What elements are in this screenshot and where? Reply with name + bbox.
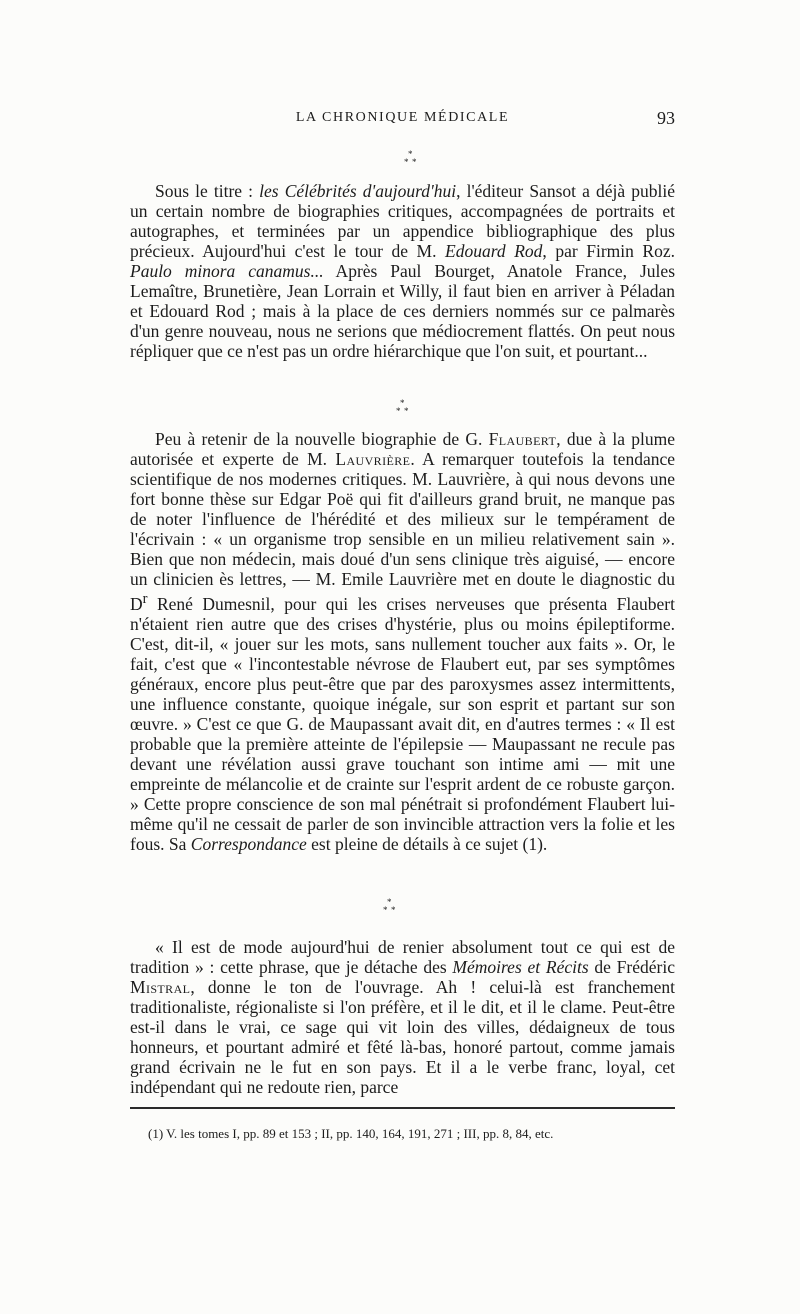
asterism-star: * [391, 905, 396, 915]
text-run: . A remarquer toutefois la tendance scientifique de nos modernes critiques. M. Lauvrière, à qui nous devons une fort bonne thèse sur Edgar Poë qui fit d'ailleurs grand bruit, ne manque pas de noter l'influence de l'hérédité et des milieux sur le tempérament de l'écrivain : « un organisme trop sensible en un milieu relativement sain ». Bien que non médecin, mais doué d'un sens clinique très aiguisé, — encore un clinicien ès lettres, — M. Emile Lauvrière met en doute le diagnostic du D [130, 449, 675, 614]
asterism-star: * [383, 905, 388, 915]
author-name: Lauvrière [335, 449, 411, 469]
paragraph-mistral [130, 937, 675, 1097]
asterism-star: * [404, 157, 409, 167]
running-head [130, 108, 675, 132]
text-run: , donne le ton de l'ouvrage. Ah ! celui-là est franchement traditionaliste, régionaliste si l'on préfère, et il le dit, et il le clame. Peut-être est-il dans le vrai, ce sage qui vit loin des villes, dédaigneux de tous honneurs, et pourtant admiré et fêté là-bas, honoré partout, comme jamais grand écrivain ne le fut en son pays. Et il a le verbe franc, loyal, cet indépendant qui ne redoute rien, parce [130, 977, 675, 1097]
book-title: les Célébrités d'aujourd'hui [259, 181, 457, 201]
paragraph-flaubert [130, 429, 675, 854]
author-name: Flaubert [488, 429, 557, 449]
book-title: Correspondance [190, 833, 307, 854]
asterism-star: * [404, 406, 409, 416]
asterism-star: * [387, 897, 392, 907]
text-run: , par Firmin Roz. [542, 241, 675, 261]
text-run: René Dumesnil, pour qui les crises nerveuses que présenta Flaubert n'étaient rien autre que des crises d'hystérie, plus ou moins épileptiforme. C'est, dit-il, « jouer sur les mots, sans nullement toucher aux faits ». Or, le fait, c'est que « l'incontestable névrose de Flaubert eut, par ses symptômes généraux, encore plus peut-être que par des paroxysmes assez intermittents, une influence constante, quoique inégale, sur son esprit et partant sur son œuvre. » C'est ce que G. de Maupassant avait dit, en d'autres termes : « Il est probable que la première atteinte de l'épilepsie — Maupassant ne recule pas devant une révélation aussi grave touchant son intime ami — mit une empreinte de mélancolie et de crainte sur l'esprit ardent de ce robuste garçon. » Cette propre conscience de son mal pénétrait si profondément Flaubert lui-même qu'il ne cessait de parler de son invincible attraction vers la folie et les fous. Sa [130, 593, 675, 854]
running-title: LA CHRONIQUE MÉDICALE [295, 110, 510, 125]
author-name: Mistral [130, 977, 191, 997]
text-run: Après Paul Bourget, Anatole France, Jules Lemaître, Brunetière, Jean Lorrain et Willy, il faut bien en arriver à Péladan et Edouard Rod ; mais à la place de ces derniers nommés sur ce palmarès d'un genre nouveau, nous ne serions que médiocrement flattés. On peut nous répliquer que ce n'est pas un ordre hiérarchique que l'on suit, et pourtant... [130, 261, 675, 361]
asterism-star: * [408, 149, 413, 159]
asterism-separator [0, 399, 800, 423]
asterism-star: * [396, 406, 401, 416]
text-run: « Il est de mode aujourd'hui de renier absolument tout ce qui est de tradition » : cette phrase, que je détache des [130, 937, 675, 977]
asterism-star: * [412, 157, 417, 167]
book-title: Edouard Rod [445, 241, 543, 261]
asterism-separator [0, 898, 800, 922]
paragraph-celebrites [130, 181, 675, 361]
text-run: , due à la plume autorisée et experte de M. [130, 429, 675, 469]
page-number: 93 [657, 108, 675, 128]
book-title: Mémoires et Récits [452, 957, 589, 977]
text-run: est pleine de détails à ce sujet (1). [306, 833, 548, 854]
footnote: (1) V. les tomes I, pp. 89 et 153 ; II, pp. 140, 164, 191, 271 ; III, pp. 8, 84, etc. [148, 1126, 554, 1141]
asterism-star: * [400, 398, 405, 408]
text-run: , l'éditeur Sansot a déjà publié un certain nombre de biographies critiques, accompagnées de portraits et autographes, et terminées par un appendice bibliographique des plus précieux. Aujourd'hui c'est le tour de M. [130, 181, 675, 261]
asterism-separator [0, 150, 800, 174]
superscript: r [142, 591, 148, 607]
latin-quote: Paulo minora canamus... [130, 261, 324, 281]
text-run: Sous le titre : [155, 181, 260, 201]
text-run: de Frédéric [588, 957, 675, 977]
footnote-rule [130, 1107, 675, 1109]
text-run: Peu à retenir de la nouvelle biographie de G. [155, 429, 489, 449]
